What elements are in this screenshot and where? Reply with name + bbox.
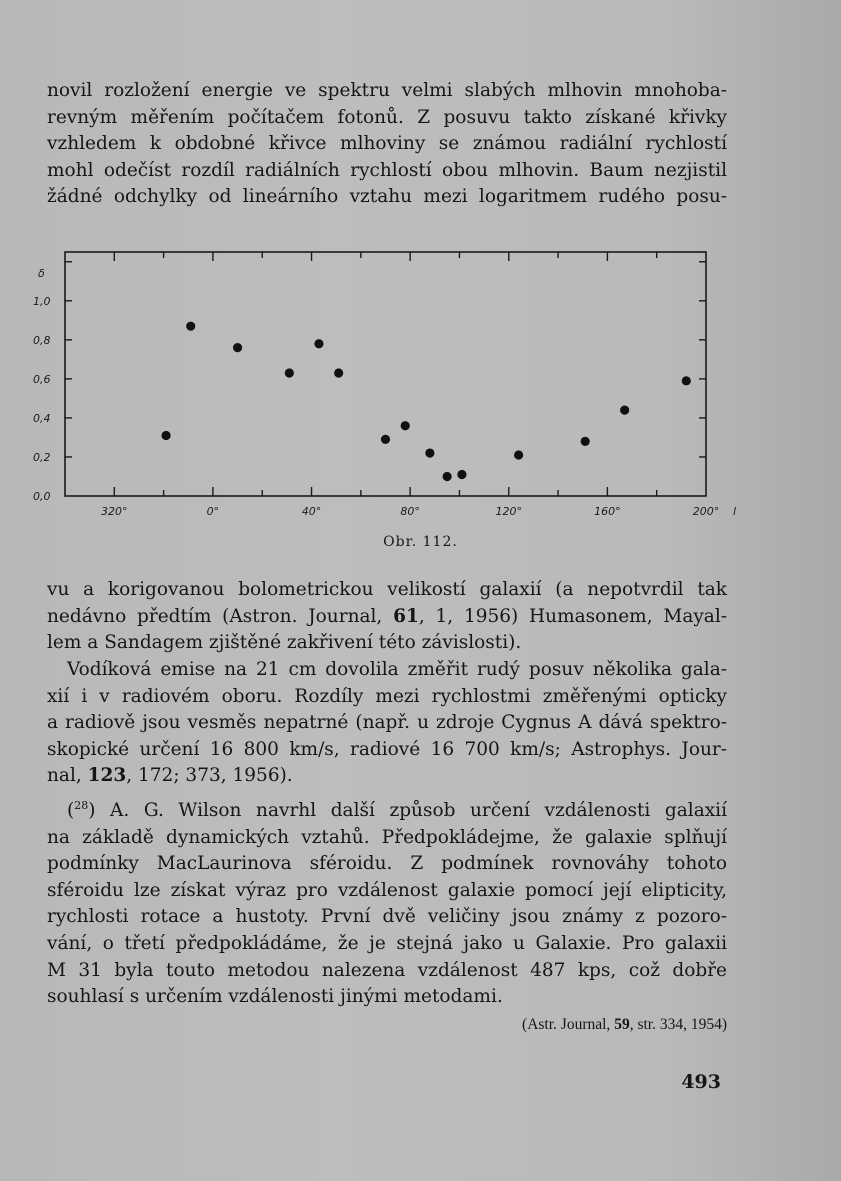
data-point — [285, 368, 294, 377]
x-tick-label: 320° — [101, 505, 128, 518]
data-point — [425, 448, 434, 457]
y-tick-label: 0,4 — [33, 411, 51, 425]
data-point — [233, 343, 242, 352]
x-tick-label: 0° — [206, 505, 220, 518]
data-point — [514, 450, 523, 459]
plot-frame — [65, 252, 706, 496]
text-line: M 31 byla touto metodou nalezena vzdálenost 487 kps, což dobře — [47, 959, 727, 981]
y-tick-label: 0,2 — [33, 450, 51, 464]
figure-caption: Obr. 112. — [383, 534, 458, 550]
text-line: ($^{28}$) A. G. Wilson navrhl další způsob určení vzdálenosti galaxií — [67, 798, 727, 821]
text-line: na základě dynamických vztahů. Předpokládejme, že galaxie splňují — [47, 826, 727, 848]
text-line: xií i v radiovém oboru. Rozdíly mezi rychlostmi změřenými opticky — [47, 685, 727, 707]
body-paragraph-3 — [47, 798, 727, 1011]
text-line: skopické určení 16 800 km/s, radiové 16 700 km/s; Astrophys. Jour- — [47, 738, 727, 760]
data-point — [381, 435, 390, 444]
data-point — [581, 437, 590, 446]
y-tick-label: 0,0 — [33, 490, 51, 503]
y-tick-label: 0,8 — [33, 333, 51, 347]
text-line: nal, 123, 172; 373, 1956). — [47, 765, 293, 787]
text-line: souhlasí s určením vzdálenosti jinými metodami. — [47, 986, 503, 1008]
data-point — [443, 472, 452, 481]
y-axis-label: δ — [38, 267, 45, 280]
y-tick-label: 1,0 — [33, 294, 51, 308]
scatter-chart — [0, 0, 841, 560]
x-tick-label: 200° — [692, 505, 720, 518]
text-line: Vodíková emise na 21 cm dovolila změřit rudý posuv několika gala- — [67, 659, 727, 680]
text-line: a radiově jsou vesměs nepatrné (např. u zdroje Cygnus A dává spektro- — [47, 712, 727, 734]
y-tick-label: 0,6 — [33, 372, 51, 386]
text-line: vzhledem k obdobné křivce mlhoviny se známou radiální rychlostí — [47, 133, 727, 155]
text-line: podmínky MacLaurinova sféroidu. Z podmínek rovnováhy tohoto — [47, 853, 727, 875]
data-point — [314, 339, 323, 348]
text-line: novil rozložení energie ve spektru velmi slabých mlhovin mnohoba- — [47, 80, 727, 101]
data-point — [682, 376, 691, 385]
page-number: 493 — [681, 1071, 721, 1093]
text-line: vu a korigovanou bolometrickou velikostí galaxií (a nepotvrdil tak — [47, 579, 727, 600]
data-point — [186, 322, 195, 331]
x-tick-label: 40° — [301, 505, 322, 518]
data-point — [161, 431, 170, 440]
text-line: nedávno předtím (Astron. Journal, 61, 1, 1956) Humasonem, Mayal- — [47, 605, 727, 627]
data-point — [334, 368, 343, 377]
x-tick-label: 80° — [400, 505, 420, 518]
x-tick-label: 160° — [594, 505, 621, 518]
text-line: lem a Sandagem zjištěné zakřivení této závislosti). — [47, 632, 522, 654]
text-line: žádné odchylky od lineárního vztahu mezi logaritmem rudého posu- — [47, 186, 727, 208]
data-point — [620, 406, 629, 415]
text-line: vání, o třetí předpokládáme, že je stejná jako u Galaxie. Pro galaxii — [47, 932, 727, 954]
x-tick-label: 120° — [495, 505, 523, 518]
text-line: rychlosti rotace a hustoty. První dvě veličiny jsou známy z pozoro- — [47, 906, 727, 928]
body-paragraph-2 — [47, 657, 727, 790]
journal-reference: (Astr. Journal, 59, str. 334, 1954) — [522, 1016, 727, 1033]
body-paragraph-1 — [47, 577, 727, 657]
data-point — [457, 470, 466, 479]
text-line: mohl odečíst rozdíl radiálních rychlostí obou mlhovin. Baum nezjistil — [47, 159, 727, 181]
x-axis-label: l — [733, 505, 737, 518]
data-point — [401, 421, 410, 430]
text-line: sféroidu lze získat výraz pro vzdálenost galaxie pomocí její elipticity, — [47, 879, 727, 901]
text-line: revným měřením počítačem fotonů. Z posuvu takto získané křivky — [47, 106, 727, 128]
